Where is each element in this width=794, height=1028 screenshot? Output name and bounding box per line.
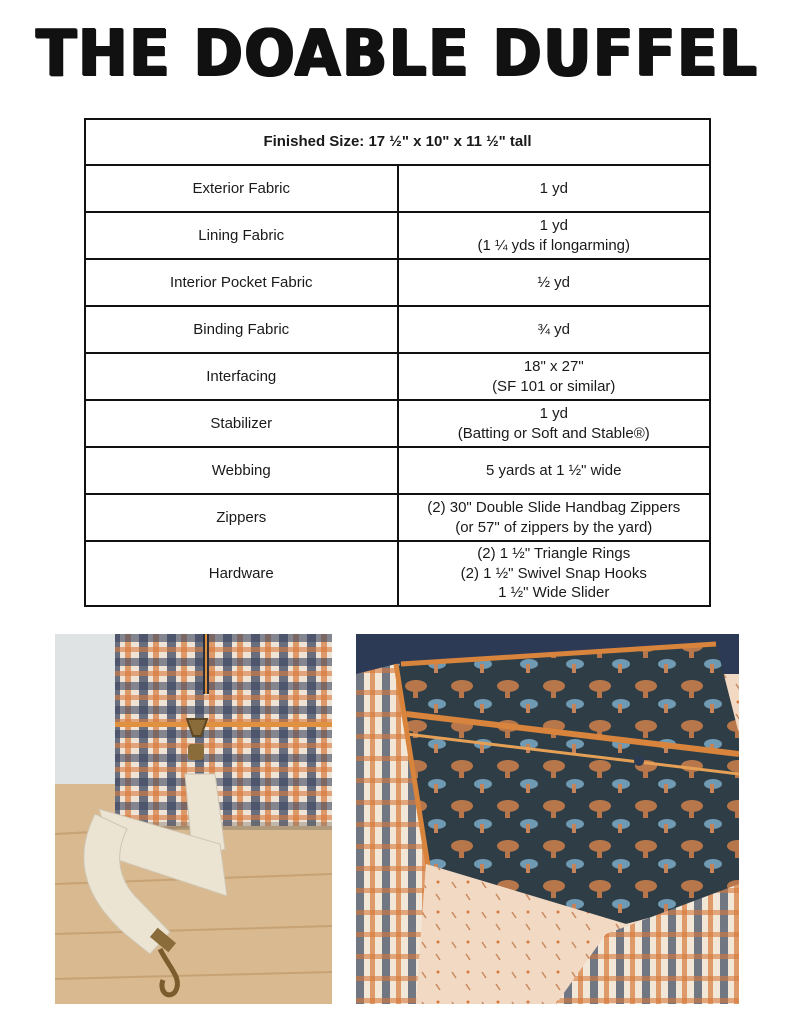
supplies-table	[84, 118, 711, 607]
table-row	[85, 541, 710, 606]
row-value: 1 yd (Batting or Soft and Stable®)	[398, 400, 711, 447]
row-label: Zippers	[85, 494, 398, 541]
table-row	[85, 306, 710, 353]
table-row	[85, 165, 710, 212]
table-row	[85, 400, 710, 447]
finished-size-header: Finished Size: 17 ½" x 10" x 11 ½" tall	[85, 119, 710, 165]
table-header-row	[85, 119, 710, 165]
row-label: Interior Pocket Fabric	[85, 259, 398, 306]
duffel-side-photo	[55, 634, 332, 1004]
table-row	[85, 447, 710, 494]
row-label: Lining Fabric	[85, 212, 398, 259]
row-value: ½ yd	[398, 259, 711, 306]
duffel-interior-photo	[356, 634, 739, 1004]
row-value: 1 yd	[398, 165, 711, 212]
row-label: Exterior Fabric	[85, 165, 398, 212]
row-value: (2) 30" Double Slide Handbag Zippers (or 57" of zippers by the yard)	[398, 494, 711, 541]
table-row	[85, 494, 710, 541]
row-value: (2) 1 ½" Triangle Rings (2) 1 ½" Swivel Snap Hooks 1 ½" Wide Slider	[398, 541, 711, 606]
row-label: Hardware	[85, 541, 398, 606]
table-row	[85, 212, 710, 259]
row-value: 5 yards at 1 ½" wide	[398, 447, 711, 494]
table-row	[85, 259, 710, 306]
page-title: THE DOABLE DUFFEL	[35, 17, 759, 91]
row-value: ¾ yd	[398, 306, 711, 353]
row-label: Binding Fabric	[85, 306, 398, 353]
row-value: 18" x 27" (SF 101 or similar)	[398, 353, 711, 400]
row-label: Webbing	[85, 447, 398, 494]
table-row	[85, 353, 710, 400]
row-value: 1 yd (1 ¼ yds if longarming)	[398, 212, 711, 259]
row-label: Stabilizer	[85, 400, 398, 447]
row-label: Interfacing	[85, 353, 398, 400]
